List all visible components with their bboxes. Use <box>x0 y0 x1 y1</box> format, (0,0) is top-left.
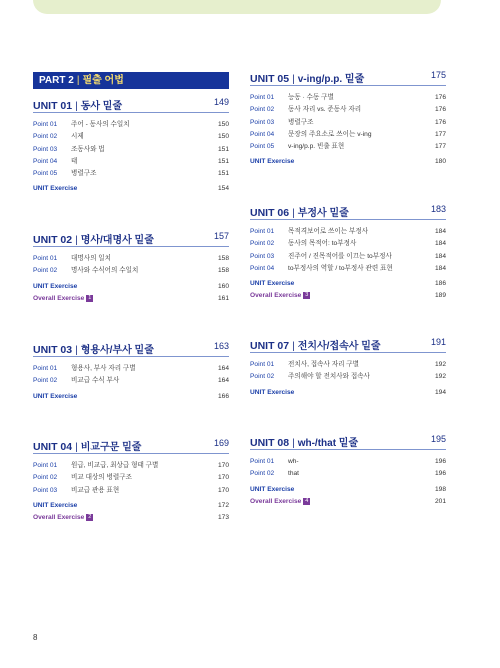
unit-section <box>250 69 446 169</box>
point-text: 태 <box>71 157 78 165</box>
point-text: 목적격보어로 쓰이는 부정사 <box>288 228 369 235</box>
point-number: Point 05 <box>33 170 58 178</box>
point-text: 대명사의 일치 <box>71 255 112 262</box>
unit-section <box>33 340 229 403</box>
unit-number: UNIT 07 <box>250 340 290 352</box>
top-decorative-tab <box>33 0 441 14</box>
part-label: PART 2 <box>39 75 74 86</box>
unit-exercise-row[interactable] <box>250 156 446 168</box>
point-text: 능동 · 수동 구별 <box>288 94 334 101</box>
point-text: 비교 대상의 병렬구조 <box>71 474 132 482</box>
unit-exercise-page: 166 <box>217 392 229 400</box>
point-page: 196 <box>434 458 446 465</box>
point-text: v-ing/p.p. 빈출 표현 <box>288 143 345 151</box>
point-number: Point 01 <box>33 255 58 262</box>
point-text: 병렬구조 <box>71 170 97 178</box>
point-number: Point 02 <box>250 373 275 381</box>
point-list <box>250 226 446 303</box>
unit-header[interactable] <box>250 336 446 353</box>
unit-separator: | <box>75 345 78 356</box>
unit-section <box>33 96 229 196</box>
point-text: 진주어 / 진목적어를 이끄는 to부정사 <box>288 252 392 260</box>
unit-number: UNIT 08 <box>250 437 290 449</box>
unit-title: 동사 밑줄 <box>80 101 123 112</box>
point-text: 시제 <box>71 133 84 141</box>
unit-exercise-row[interactable] <box>33 391 229 403</box>
unit-title: 형용사/부사 밑줄 <box>80 345 154 356</box>
unit-separator: | <box>292 341 295 352</box>
point-number: Point 01 <box>250 228 275 235</box>
unit-header[interactable] <box>250 203 446 220</box>
point-row[interactable] <box>33 131 229 143</box>
point-row[interactable] <box>250 371 446 383</box>
overall-exercise-label: Overall Exercise <box>33 514 85 522</box>
unit-page: 149 <box>213 97 229 107</box>
point-text: 동사의 목적어: to부정사 <box>288 240 357 248</box>
unit-exercise-page: 160 <box>217 282 229 290</box>
unit-title: 전치사/접속사 밑줄 <box>297 341 381 352</box>
unit-separator: | <box>292 74 295 85</box>
point-number: Point 04 <box>250 130 275 138</box>
point-page: 151 <box>217 157 229 165</box>
unit-exercise-page: 194 <box>434 388 446 396</box>
overall-exercise-label: Overall Exercise <box>33 294 85 302</box>
unit-exercise-row[interactable] <box>33 281 229 293</box>
unit-number: UNIT 04 <box>33 441 73 453</box>
unit-number: UNIT 05 <box>250 73 290 85</box>
point-number: Point 01 <box>250 458 275 465</box>
overall-exercise-row[interactable] <box>250 290 446 302</box>
unit-number: UNIT 02 <box>33 234 73 246</box>
point-row[interactable] <box>33 144 229 156</box>
point-page: 176 <box>434 106 446 114</box>
point-row[interactable] <box>33 460 229 472</box>
point-number: Point 01 <box>250 361 275 368</box>
unit-separator: | <box>292 438 295 449</box>
overall-exercise-page: 161 <box>217 294 229 302</box>
point-text: 주어 - 동사의 수일치 <box>71 121 130 128</box>
unit-section <box>250 433 446 508</box>
unit-separator: | <box>75 235 78 246</box>
unit-page: 191 <box>430 337 446 347</box>
unit-title: v-ing/p.p. 밑줄 <box>297 74 365 85</box>
point-row[interactable] <box>33 472 229 484</box>
unit-section <box>33 230 229 305</box>
point-page: 150 <box>217 121 229 128</box>
point-number: Point 02 <box>250 240 275 248</box>
overall-exercise-row[interactable] <box>250 496 446 508</box>
point-number: Point 03 <box>250 252 275 260</box>
point-page: 184 <box>434 264 446 272</box>
unit-page: 157 <box>213 231 229 241</box>
point-number: Point 04 <box>33 157 58 165</box>
overall-exercise-number: 4 <box>305 497 309 504</box>
point-number: Point 02 <box>33 474 58 482</box>
part-header <box>33 72 229 89</box>
overall-exercise-page: 173 <box>217 514 229 522</box>
point-number: Point 04 <box>250 264 275 272</box>
unit-header[interactable] <box>33 96 229 113</box>
point-list <box>250 456 446 508</box>
overall-exercise-number: 2 <box>88 513 92 520</box>
point-page: 158 <box>217 255 229 262</box>
unit-header[interactable] <box>33 437 229 454</box>
unit-exercise-label: UNIT Exercise <box>250 485 295 493</box>
point-list <box>33 363 229 403</box>
overall-exercise-row[interactable] <box>33 512 229 524</box>
unit-number: UNIT 06 <box>250 207 290 219</box>
unit-exercise-label: UNIT Exercise <box>250 280 295 288</box>
unit-exercise-row[interactable] <box>250 484 446 496</box>
point-list <box>33 119 229 196</box>
point-page: 192 <box>434 361 446 368</box>
part-separator: | <box>76 75 80 86</box>
unit-title: 부정사 밑줄 <box>297 208 349 219</box>
point-page: 164 <box>217 377 229 385</box>
point-text: 형용사, 부사 자리 구별 <box>71 365 136 372</box>
unit-section <box>33 437 229 524</box>
point-text: 주의해야 할 전치사와 접속사 <box>288 373 370 381</box>
point-number: Point 02 <box>250 106 275 114</box>
unit-header[interactable] <box>33 340 229 357</box>
point-number: Point 03 <box>33 145 58 153</box>
point-text: 문장의 주요소로 쓰이는 v-ing <box>288 130 372 138</box>
unit-header[interactable] <box>33 230 229 247</box>
point-text: 병렬구조 <box>288 118 314 126</box>
unit-section <box>250 336 446 399</box>
unit-title: 비교구문 밑줄 <box>80 442 142 453</box>
unit-exercise-row[interactable] <box>250 278 446 290</box>
point-page: 158 <box>217 267 229 275</box>
point-page: 164 <box>217 365 229 372</box>
point-number: Point 01 <box>33 121 58 128</box>
point-page: 177 <box>434 143 446 151</box>
point-number: Point 02 <box>33 377 58 385</box>
point-page: 176 <box>434 94 446 101</box>
unit-header[interactable] <box>250 433 446 450</box>
point-text: 전치사, 접속사 자리 구별 <box>288 361 360 368</box>
overall-exercise-number: 1 <box>88 294 92 301</box>
point-text: 비교급 수식 부사 <box>71 377 120 385</box>
unit-exercise-page: 198 <box>434 485 446 493</box>
unit-number: UNIT 03 <box>33 344 73 356</box>
unit-separator: | <box>75 101 78 112</box>
point-list <box>33 460 229 524</box>
point-row[interactable] <box>250 263 446 275</box>
point-number: Point 02 <box>33 267 58 275</box>
overall-exercise-label: Overall Exercise <box>250 497 302 505</box>
point-row[interactable] <box>33 156 229 168</box>
overall-exercise-number: 3 <box>305 292 309 299</box>
unit-exercise-row[interactable] <box>33 183 229 195</box>
point-text: to부정사의 역할 / to부정사 관련 표현 <box>288 264 393 272</box>
unit-separator: | <box>292 208 295 219</box>
point-number: Point 01 <box>33 365 58 372</box>
point-list <box>33 253 229 305</box>
point-row[interactable] <box>33 485 229 497</box>
unit-page: 175 <box>430 70 446 80</box>
unit-exercise-page: 172 <box>217 501 229 509</box>
point-row[interactable] <box>250 359 446 371</box>
unit-page: 169 <box>213 438 229 448</box>
unit-exercise-label: UNIT Exercise <box>250 388 295 396</box>
point-row[interactable] <box>250 92 446 104</box>
point-text: 비교급 관용 표현 <box>71 486 120 494</box>
point-row[interactable] <box>250 141 446 153</box>
unit-exercise-label: UNIT Exercise <box>33 185 78 193</box>
unit-exercise-page: 154 <box>217 185 229 193</box>
point-list <box>250 92 446 169</box>
point-number: Point 03 <box>250 118 275 126</box>
point-row[interactable] <box>33 265 229 277</box>
overall-exercise-label: Overall Exercise <box>250 292 302 300</box>
unit-exercise-page: 186 <box>434 280 446 288</box>
unit-exercise-row[interactable] <box>33 500 229 512</box>
unit-section <box>250 203 446 303</box>
page-number: 8 <box>33 633 38 642</box>
point-page: 196 <box>434 470 446 478</box>
unit-exercise-label: UNIT Exercise <box>33 501 78 509</box>
point-text: 명사와 수식어의 수일치 <box>71 267 139 275</box>
point-page: 151 <box>217 145 229 153</box>
point-row[interactable] <box>250 117 446 129</box>
unit-title: wh-/that 밑줄 <box>297 438 359 449</box>
point-text: 원급, 비교급, 최상급 형태 구별 <box>71 462 159 469</box>
point-number: Point 02 <box>250 470 275 478</box>
point-page: 170 <box>217 474 229 482</box>
point-page: 184 <box>434 240 446 248</box>
unit-separator: | <box>75 442 78 453</box>
point-page: 151 <box>217 170 229 178</box>
point-list <box>250 359 446 399</box>
point-row[interactable] <box>33 253 229 265</box>
point-row[interactable] <box>250 129 446 141</box>
point-number: Point 01 <box>250 94 275 101</box>
point-page: 184 <box>434 228 446 235</box>
point-number: Point 05 <box>250 143 275 151</box>
unit-header[interactable] <box>250 69 446 86</box>
unit-exercise-row[interactable] <box>250 387 446 399</box>
point-text: that <box>288 470 299 478</box>
part-title: 필출 어법 <box>82 75 124 86</box>
unit-number: UNIT 01 <box>33 100 73 112</box>
point-number: Point 01 <box>33 462 58 469</box>
point-text: 조동사와 법 <box>71 145 105 153</box>
unit-exercise-label: UNIT Exercise <box>250 158 295 166</box>
unit-page: 195 <box>430 434 446 444</box>
unit-exercise-label: UNIT Exercise <box>33 392 78 400</box>
point-page: 184 <box>434 252 446 260</box>
unit-exercise-label: UNIT Exercise <box>33 282 78 290</box>
point-number: Point 03 <box>33 486 58 494</box>
point-page: 192 <box>434 373 446 381</box>
point-page: 170 <box>217 462 229 469</box>
overall-exercise-page: 189 <box>434 292 446 300</box>
point-page: 150 <box>217 133 229 141</box>
point-row[interactable] <box>250 468 446 480</box>
point-row[interactable] <box>250 104 446 116</box>
unit-page: 183 <box>430 204 446 214</box>
point-page: 170 <box>217 486 229 494</box>
point-row[interactable] <box>33 168 229 180</box>
point-row[interactable] <box>33 375 229 387</box>
point-text: wh- <box>288 458 299 465</box>
unit-exercise-page: 180 <box>434 158 446 166</box>
point-page: 177 <box>434 130 446 138</box>
point-row[interactable] <box>250 238 446 250</box>
point-row[interactable] <box>33 119 229 131</box>
point-number: Point 02 <box>33 133 58 141</box>
unit-page: 163 <box>213 341 229 351</box>
point-row[interactable] <box>250 456 446 468</box>
point-row[interactable] <box>250 226 446 238</box>
point-row[interactable] <box>33 363 229 375</box>
point-page: 176 <box>434 118 446 126</box>
overall-exercise-page: 201 <box>434 497 446 505</box>
point-text: 동사 자리 vs. 준동사 자리 <box>288 106 362 114</box>
point-row[interactable] <box>250 251 446 263</box>
overall-exercise-row[interactable] <box>33 293 229 305</box>
unit-title: 명사/대명사 밑줄 <box>80 235 154 246</box>
